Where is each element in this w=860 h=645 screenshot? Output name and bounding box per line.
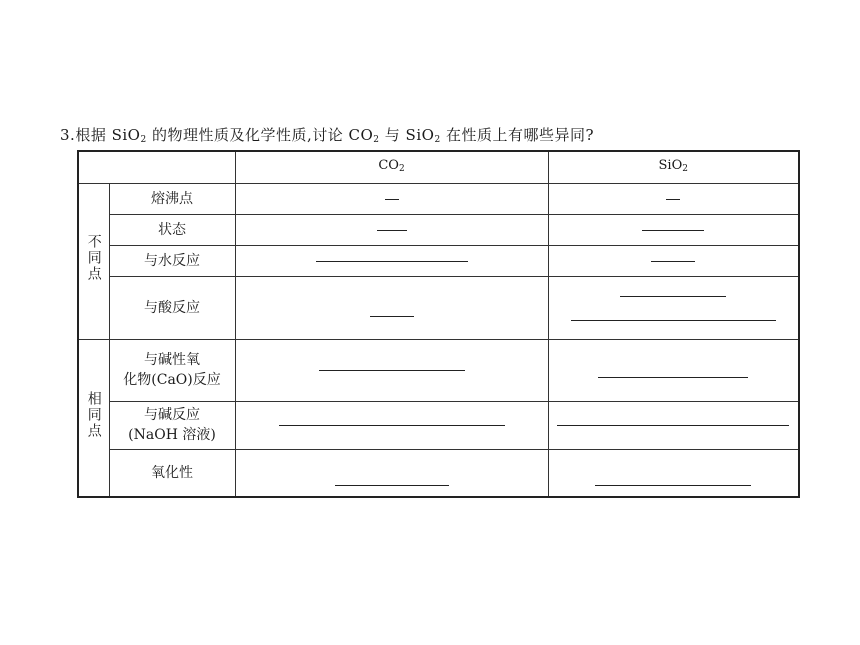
blank-sio2-base[interactable]	[548, 401, 799, 449]
blank-co2-water[interactable]	[235, 245, 548, 276]
question-text	[60, 124, 594, 145]
label-state: 状态	[109, 214, 235, 245]
group-same: 相同点	[78, 339, 109, 497]
blank-sio2-basic-oxide[interactable]	[548, 339, 799, 401]
label-basic-oxide: 与碱性氧 化物(CaO)反应	[109, 339, 235, 401]
blank-co2-basic-oxide[interactable]	[235, 339, 548, 401]
question-part-1: 根据 SiO	[75, 126, 141, 144]
header-co2: $CO_2$	[235, 151, 548, 183]
row-basic-oxide	[78, 339, 799, 401]
blank-sio2-melting[interactable]	[548, 183, 799, 214]
comparison-table	[77, 150, 800, 498]
row-oxidizing	[78, 449, 799, 497]
blank-sio2-state[interactable]	[548, 214, 799, 245]
question-sub-2: 2	[373, 135, 380, 145]
header-sio2: SiO$_2$	[548, 151, 799, 183]
group-different: 不同点	[78, 183, 109, 339]
blank-co2-oxidizing[interactable]	[235, 449, 548, 497]
blank-sio2-water[interactable]	[548, 245, 799, 276]
row-with-acid	[78, 276, 799, 339]
blank-co2-state[interactable]	[235, 214, 548, 245]
row-state	[78, 214, 799, 245]
label-with-water: 与水反应	[109, 245, 235, 276]
table-header-row	[78, 151, 799, 183]
question-part-3: 与 SiO	[379, 126, 435, 144]
header-blank-cell	[78, 151, 235, 183]
row-melting-boiling	[78, 183, 799, 214]
blank-co2-melting[interactable]	[235, 183, 548, 214]
blank-co2-base[interactable]	[235, 401, 548, 449]
row-base	[78, 401, 799, 449]
label-base: 与碱反应 (NaOH 溶液)	[109, 401, 235, 449]
blank-sio2-oxidizing[interactable]	[548, 449, 799, 497]
question-part-2: 的物理性质及化学性质,讨论 CO	[146, 126, 374, 144]
question-sub-3: 2	[434, 135, 441, 145]
label-with-acid: 与酸反应	[109, 276, 235, 339]
blank-co2-acid[interactable]	[235, 276, 548, 339]
label-oxidizing: 氧化性	[109, 449, 235, 497]
question-number: 3.	[60, 126, 76, 144]
label-melting-boiling: 熔沸点	[109, 183, 235, 214]
row-with-water	[78, 245, 799, 276]
blank-sio2-acid[interactable]	[548, 276, 799, 339]
question-part-4: 在性质上有哪些异同?	[440, 126, 594, 144]
question-sub-1: 2	[140, 135, 147, 145]
